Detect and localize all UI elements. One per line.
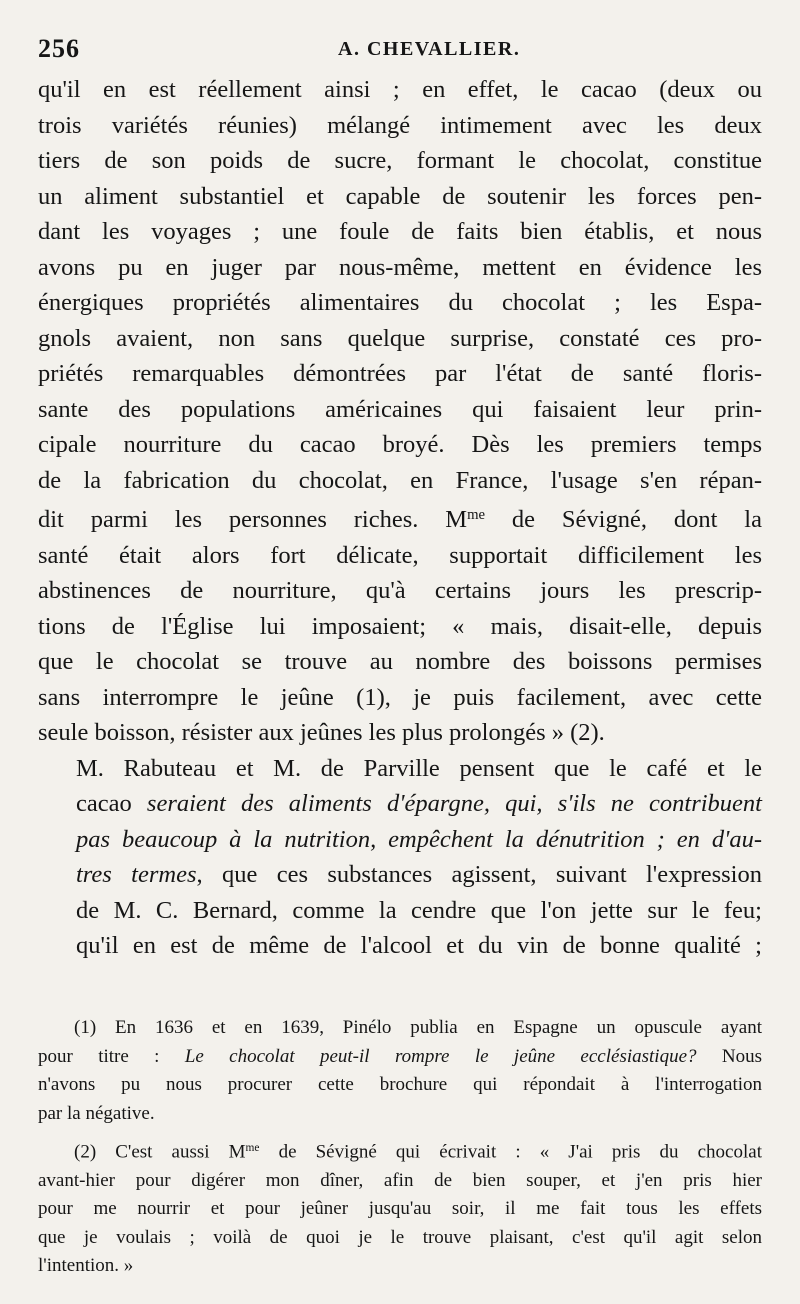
text-line: de M. C. Bernard, comme la cendre que l'on jette sur le feu; — [76, 896, 762, 924]
text-line — [38, 822, 762, 858]
italic-segment: seraient des aliments d'épargne, qui, s'ils ne contribuent — [146, 790, 762, 818]
text-line: santé était alors fort délicate, supportait difficilement les — [38, 541, 762, 569]
footnote-line: (1) En 1636 et en 1639, Pinélo publia en Espagne un opuscule ayant — [74, 1017, 762, 1038]
italic-segment: pas beaucoup à la nutrition, empêchent la dénutrition ; en d'au- — [76, 825, 762, 853]
page-number: 256 — [38, 34, 80, 63]
footnotes — [38, 1014, 762, 1287]
text-line — [38, 498, 762, 538]
text-line — [38, 857, 762, 893]
text-line: énergiques propriétés alimentaires du chocolat ; les Espa- — [38, 289, 762, 316]
text-segment: (2) C'est aussi M — [74, 1141, 246, 1163]
text-line: priétés remarquables démontrées par l'état de santé floris- — [38, 360, 762, 387]
text-segment: cacao — [76, 790, 147, 818]
text-line: sante des populations américaines qui faisaient leur prin- — [38, 395, 762, 423]
text-line: trois variétés réunies) mélangé intimement avec les deux — [38, 111, 762, 139]
paragraph-2 — [38, 751, 762, 964]
footnote-line — [38, 1043, 762, 1072]
text-line — [38, 786, 762, 822]
paragraph-1 — [38, 72, 762, 751]
text-line: tiers de son poids de sucre, formant le chocolat, constitue — [38, 147, 762, 174]
text-line: un aliment substantiel et capable de soutenir les forces pen- — [38, 182, 762, 210]
text-line: qu'il en est de même de l'alcool et du vin de bonne qualité ; — [76, 932, 762, 960]
text-line: dant les voyages ; une foule de faits bien établis, et nous — [38, 218, 762, 245]
text-line: gnols avaient, non sans quelque surprise, constaté ces pro- — [38, 324, 762, 352]
text-line: que le chocolat se trouve au nombre des boissons permises — [38, 648, 762, 676]
footnote-line: l'intention. » — [38, 1255, 134, 1277]
text-segment: pour titre : — [38, 1045, 185, 1067]
text-segment: , que ces substances agissent, suivant l'expression — [196, 861, 762, 889]
superscript: me — [245, 1142, 260, 1154]
text-line: sans interrompre le jeûne (1), je puis facilement, avec cette — [38, 683, 762, 711]
italic-segment: Le chocolat peut-il rompre le jeûne ecclésiastique? — [184, 1045, 697, 1067]
footnote-line: n'avons pu nous procurer cette brochure qui répondait à l'interrogation — [38, 1074, 762, 1095]
footnote-2 — [38, 1134, 762, 1281]
footnote-line: par la négative. — [38, 1102, 155, 1124]
text-line: abstinences de nourriture, qu'à certains jours les prescrip- — [38, 577, 762, 605]
italic-segment: tres termes — [76, 861, 197, 889]
footnote-1 — [38, 1014, 762, 1128]
text-line: cipale nourriture du cacao broyé. Dès les premiers temps — [38, 431, 762, 458]
text-line: qu'il en est réellement ainsi ; en effet, le cacao (deux ou — [38, 76, 762, 103]
footnote-line: avant-hier pour digérer mon dîner, afin de bien souper, et j'en pris hier — [38, 1169, 762, 1191]
text-line: de la fabrication du chocolat, en France, l'usage s'en répan- — [38, 466, 762, 494]
text-segment: de Sévigné, dont la — [485, 506, 762, 534]
text-line: tions de l'Église lui imposaient; « mais, disait-elle, depuis — [38, 612, 762, 640]
text-line: M. Rabuteau et M. de Parville pensent que le café et le — [76, 754, 762, 782]
text-segment: de Sévigné qui écrivait : « J'ai pris du chocolat — [259, 1141, 762, 1163]
footnote-line — [38, 1134, 762, 1167]
text-segment: Nous — [696, 1045, 762, 1067]
footnote-line: pour me nourrir et pour jeûner jusqu'au soir, il me fait tous les effets — [38, 1198, 762, 1220]
footnote-line: que je voulais ; voilà de quoi je le trouve plaisant, c'est qu'il agit selon — [38, 1226, 762, 1248]
page-header — [38, 32, 760, 72]
main-text — [38, 72, 762, 964]
text-line: avons pu en juger par nous-même, mettent en évidence les — [38, 253, 762, 281]
running-head: A. CHEVALLIER. — [338, 38, 521, 60]
superscript: me — [467, 507, 486, 523]
text-segment: dit parmi les personnes riches. M — [38, 506, 468, 534]
text-line: seule boisson, résister aux jeûnes les plus prolongés » (2). — [38, 719, 605, 747]
